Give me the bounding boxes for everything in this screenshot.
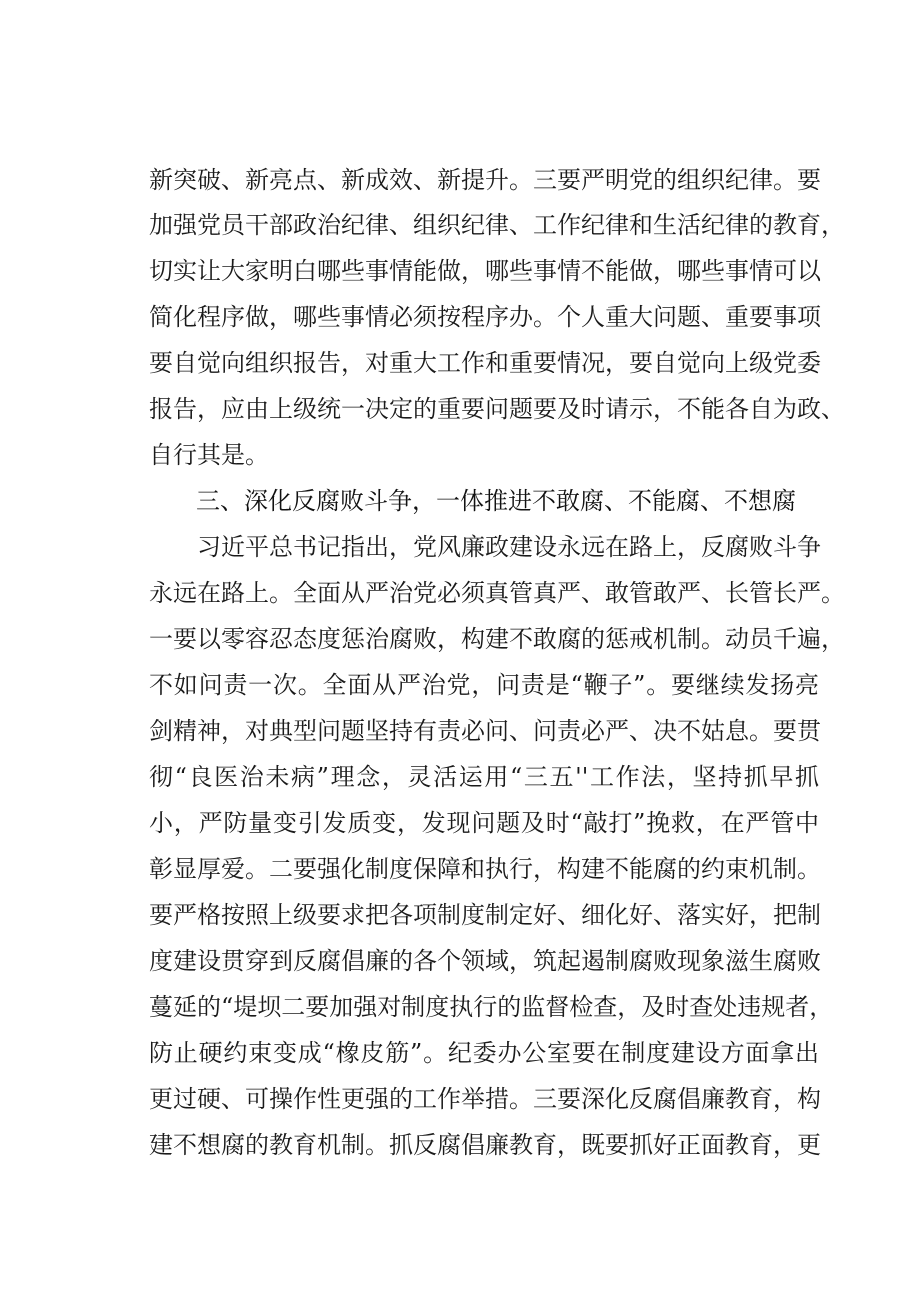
paragraph-1-line-1: 新突破、新亮点、新成效、新提升。三要严明党的组织纪律。要 [149, 166, 821, 194]
paragraph-1-line-3: 切实让大家明白哪些事情能做，哪些事情不能做，哪些事情可以 [149, 257, 821, 285]
paragraph-2-line-8: 彰显厚爱。二要强化制度保障和执行，构建不能腐的约束机制。 [149, 855, 821, 883]
paragraph-2-line-6: 彻“良医治未病”理念，灵活运用“三五''工作法，坚持抓早抓 [149, 763, 819, 791]
paragraph-1-line-6: 报告，应由上级统一决定的重要问题要及时请示，不能各自为政、 [149, 395, 845, 423]
paragraph-2-line-2: 永远在路上。全面从严治党必须真管真严、敢管敢严、长管长严。 [149, 579, 845, 607]
paragraph-2-line-10: 度建设贯穿到反腐倡廉的各个领域，筑起遏制腐败现象滋生腐败 [149, 947, 821, 975]
paragraph-1-line-4: 简化程序做，哪些事情必须按程序办。个人重大问题、重要事项 [149, 303, 821, 331]
paragraph-1-line-2: 加强党员干部政治纪律、组织纪律、工作纪律和生活纪律的教育， [149, 211, 845, 239]
paragraph-2-line-14: 建不想腐的教育机制。抓反腐倡廉教育，既要抓好正面教育，更 [149, 1131, 821, 1159]
paragraph-2-line-13: 更过硬、可操作性更强的工作举措。三要深化反腐倡廉教育，构 [149, 1085, 821, 1113]
paragraph-2-line-11: 蔓延的“堤坝二要加强对制度执行的监督检查，及时查处违规者， [149, 993, 834, 1021]
paragraph-2-line-9: 要严格按照上级要求把各项制度制定好、细化好、落实好，把制 [149, 901, 821, 929]
paragraph-1-line-7: 自行其是。 [149, 441, 269, 469]
paragraph-2-line-7: 小，严防量变引发质变，发现问题及时“敲打”挽救，在严管中 [149, 809, 819, 837]
paragraph-2-line-12: 防止硬约束变成“橡皮筋”。纪委办公室要在制度建设方面拿出 [149, 1039, 819, 1067]
paragraph-1-line-5: 要自觉向组织报告，对重大工作和重要情况，要自觉向上级党委 [149, 349, 821, 377]
paragraph-2-line-1: 习近平总书记指出，党风廉政建设永远在路上，反腐败斗争 [197, 533, 821, 561]
paragraph-2-line-5: 剑精神，对典型问题坚持有责必问、问责必严、决不姑息。要贯 [149, 717, 821, 745]
paragraph-2-line-4: 不如问责一次。全面从严治党，问责是“鞭子”。要继续发扬亮 [149, 671, 819, 699]
section-heading: 三、深化反腐败斗争，一体推进不敢腐、不能腐、不想腐 [196, 487, 796, 515]
paragraph-2-line-3: 一要以零容忍态度惩治腐败，构建不敢腐的惩戒机制。动员千遍， [149, 625, 845, 653]
